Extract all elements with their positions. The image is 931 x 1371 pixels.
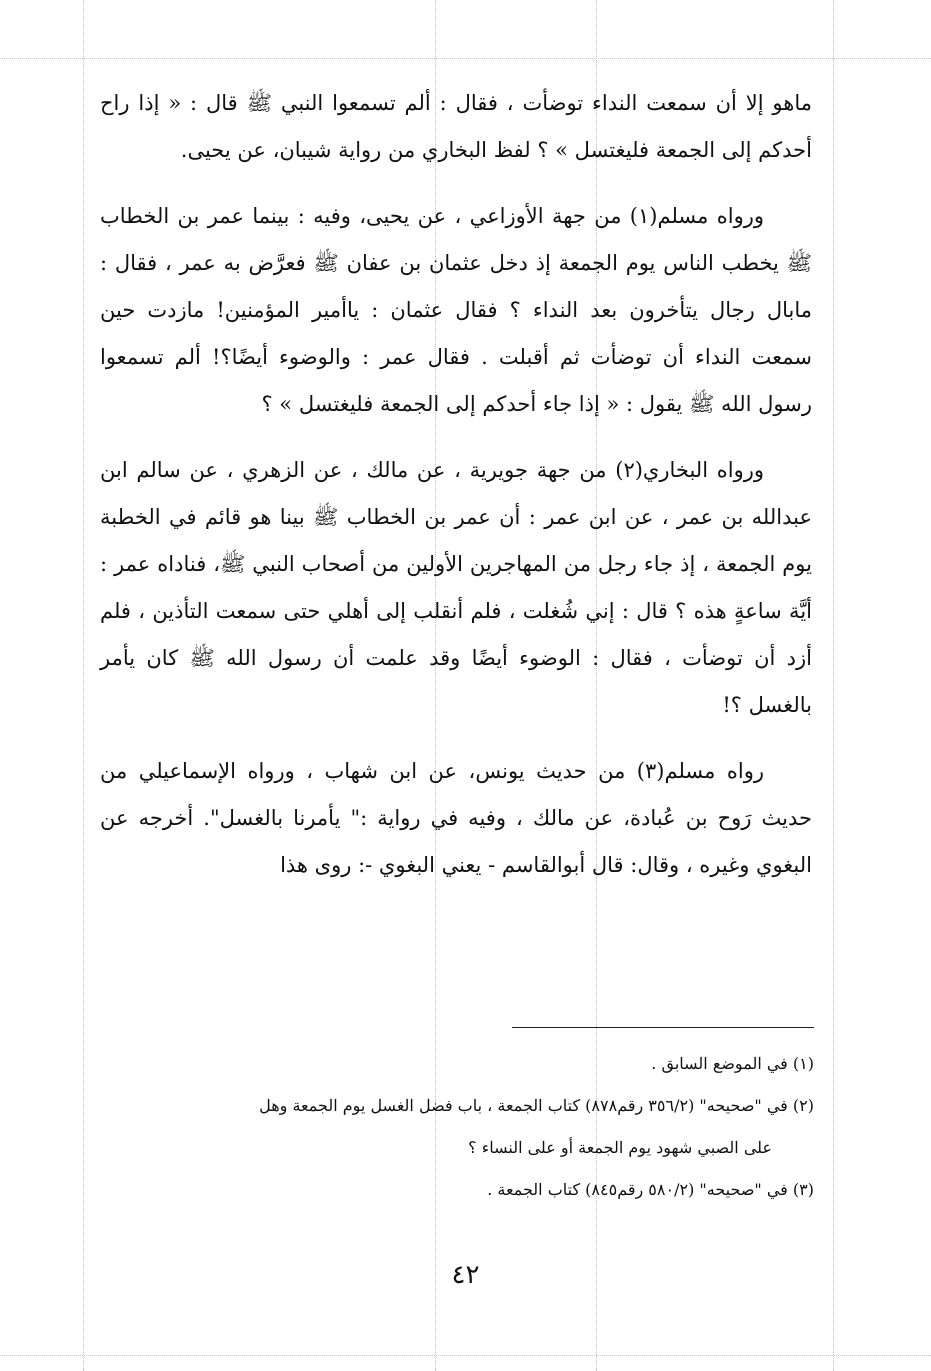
paragraph: ورواه البخاري(٢) من جهة جويرية ، عن مالك ، عن الزهري ، عن سالم ابن عبدالله بن عمر ، عن ابن عمر : أن عمر بن الخطاب ﷺ بينا هو قائم في الخطبة يوم الجمعة ، إذ جاء رجل من المهاجرين الأولين من أصحاب النبي ﷺ، فناداه عمر : أيَّة ساعةٍ هذه ؟ قال : إني شُغلت ، فلم أنقلب إلى أهلي حتى سمعت التأذين ، فلم أزد أن توضأت ، فقال : الوضوء أيضًا وقد علمت أن رسول الله ﷺ كان يأمر بالغسل ؟! bbox=[100, 458, 812, 717]
footnote-1: (١) في الموضع السابق . bbox=[651, 1054, 814, 1073]
footnote-2: (٢) في "صحيحه" (٣٥٦/٢ رقم٨٧٨) كتاب الجمعة ، باب فضل الغسل يوم الجمعة وهل bbox=[259, 1096, 814, 1115]
paragraph: رواه مسلم(٣) من حديث يونس، عن ابن شهاب ، ورواه الإسماعيلي من حديث رَوح بن عُبادة، عن مالك ، وفيه في رواية :" يأمرنا بالغسل". أخرجه عن البغوي وغيره ، وقال: قال أبوالقاسم - يعني البغوي -: روى هذا bbox=[100, 759, 812, 877]
footnote-divider bbox=[512, 1027, 814, 1028]
paragraph: ورواه مسلم(١) من جهة الأوزاعي ، عن يحيى، وفيه : بينما عمر بن الخطاب ﷺ يخطب الناس يوم الجمعة إذ دخل عثمان بن عفان ﷺ فعرَّض به عمر ، فقال : مابال رجال يتأخرون بعد النداء ؟ فقال عثمان : ياأمير المؤمنين! مازدت حين سمعت النداء أن توضأت ثم أقبلت . فقال عمر : والوضوء أيضًا؟! ألم تسمعوا رسول الله ﷺ يقول : « إذا جاء أحدكم إلى الجمعة فليغتسل » ؟ bbox=[100, 204, 812, 416]
scan-guide-line bbox=[0, 1355, 931, 1356]
paragraph: ماهو إلا أن سمعت النداء توضأت ، فقال : ألم تسمعوا النبي ﷺ قال : « إذا راح أحدكم إلى الجمعة فليغتسل » ؟ لفظ البخاري من رواية شيبان، عن يحيى. bbox=[100, 91, 812, 162]
scan-guide-line bbox=[83, 0, 84, 1371]
main-text bbox=[100, 80, 812, 908]
page-number: ٤٢ bbox=[451, 1260, 480, 1290]
scan-guide-line bbox=[833, 0, 834, 1371]
scan-guide-line bbox=[0, 58, 931, 59]
footnote-2-continuation: على الصبي شهود يوم الجمعة أو على النساء ؟ bbox=[468, 1138, 772, 1157]
footnotes bbox=[100, 1043, 814, 1211]
footnote-3: (٣) في "صحيحه" (٥٨٠/٢ رقم٨٤٥) كتاب الجمعة . bbox=[487, 1180, 814, 1199]
